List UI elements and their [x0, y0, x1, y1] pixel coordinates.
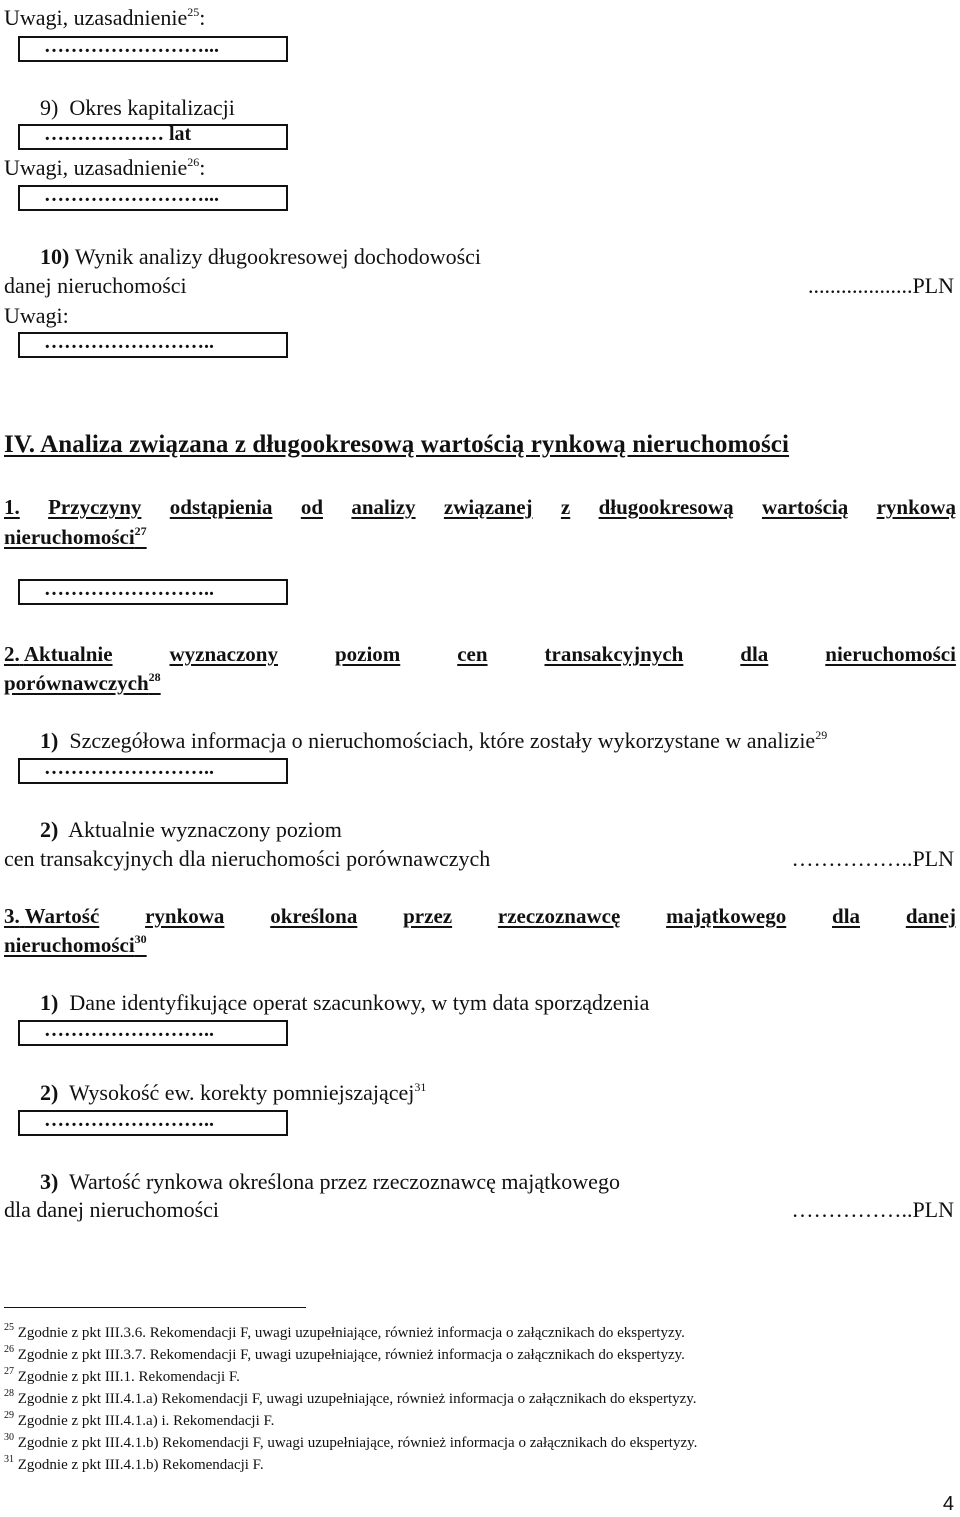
footnote: $^{28}$ Zgodnie z pkt III.4.1.a) Rekomendacji F, uwagi uzupełniające, również informacja o załącznikach do ekspertyzy. [4, 1388, 697, 1407]
footnote: $^{29}$ Zgodnie z pkt III.4.1.a) i. Rekomendacji F. [4, 1410, 275, 1429]
sub-2-item-1-label: 1) Szczegółowa informacja o nieruchomościach, które zostały wykorzystane w analizie$^{29}$ [40, 728, 828, 753]
sub-3-item-3-label: 3) Wartość rynkowa określona przez rzeczoznawcę majątkowego [40, 1169, 620, 1194]
section-4-title: IV. Analiza związana z długookresową wartością rynkową nieruchomości [4, 431, 790, 458]
sub-3-item-1-label: 1) Dane identyfikujące operat szacunkowy, w tym data sporządzenia [40, 990, 650, 1015]
sub-2-item-2-value[interactable]: ……………..PLN [791, 846, 954, 871]
remarks-field[interactable]: …………………….. [18, 332, 288, 358]
footnote: $^{27}$ Zgodnie z pkt III.1. Rekomendacji F. [4, 1366, 240, 1385]
remarks-26-label: Uwagi, uzasadnienie$^{26}$: [4, 155, 206, 180]
sub-3-item-1-field[interactable]: …………………….. [18, 1020, 288, 1046]
item-10-value[interactable]: ...................PLN [807, 273, 954, 298]
sub-3-item-2-label: 2) Wysokość ew. korekty pomniejszającej$^{31}$ [40, 1080, 427, 1105]
item-10-label: 10) Wynik analizy długookresowej dochodowości [40, 244, 482, 269]
sub-3-item-3-label-line2: dla danej nieruchomości [4, 1197, 220, 1222]
remarks-25-field[interactable]: ……………………... [18, 36, 288, 62]
remarks-26-field[interactable]: ……………………... [18, 185, 288, 211]
sub-2-item-2-label-line2: cen transakcyjnych dla nieruchomości porównawczych [4, 846, 491, 871]
footnote: $^{30}$ Zgodnie z pkt III.4.1.b) Rekomendacji F, uwagi uzupełniające, również informacja o załącznikach do ekspertyzy. [4, 1432, 698, 1451]
item-10-label-line2: danej nieruchomości [4, 273, 187, 298]
item-9-label: 9) Okres kapitalizacji [40, 95, 235, 120]
sub-2-item-1-field[interactable]: …………………….. [18, 758, 288, 784]
sub-1-title: 1. Przyczyny odstąpienia od analizy związanej z długookresową wartością rynkową [4, 495, 956, 519]
sub-2-item-2-label: 2) Aktualnie wyznaczony poziom [40, 817, 342, 842]
remarks-25-label: Uwagi, uzasadnienie$^{25}$: [4, 5, 206, 30]
footnote: $^{31}$ Zgodnie z pkt III.4.1.b) Rekomendacji F. [4, 1454, 264, 1473]
item-9-field[interactable]: ……………… lat [18, 124, 288, 150]
sub-3-item-3-value[interactable]: ……………..PLN [791, 1197, 954, 1222]
sub-1-title-line2: nieruchomości$^{27}$ [4, 524, 147, 549]
sub-3-item-2-field[interactable]: …………………….. [18, 1110, 288, 1136]
page-number: 4 [942, 1493, 954, 1515]
footnote-list [4, 1322, 697, 1476]
footnote: $^{26}$ Zgodnie z pkt III.3.7. Rekomendacji F, uwagi uzupełniające, również informacja o załącznikach do ekspertyzy. [4, 1344, 685, 1363]
footnote: $^{25}$ Zgodnie z pkt III.3.6. Rekomendacji F, uwagi uzupełniające, również informacja o załącznikach do ekspertyzy. [4, 1322, 685, 1341]
footnote-separator [4, 1307, 306, 1308]
remarks-label: Uwagi: [4, 303, 69, 328]
sub-3-title: 3. Wartość rynkowa określona przez rzeczoznawcę majątkowego dla danej [4, 904, 956, 928]
sub-3-title-line2: nieruchomości$^{30}$ [4, 932, 147, 957]
sub-2-title: 2. Aktualnie wyznaczony poziom cen transakcyjnych dla nieruchomości [4, 642, 956, 666]
sub-1-field[interactable]: …………………….. [18, 579, 288, 605]
sub-2-title-line2: porównawczych$^{28}$ [4, 670, 161, 695]
